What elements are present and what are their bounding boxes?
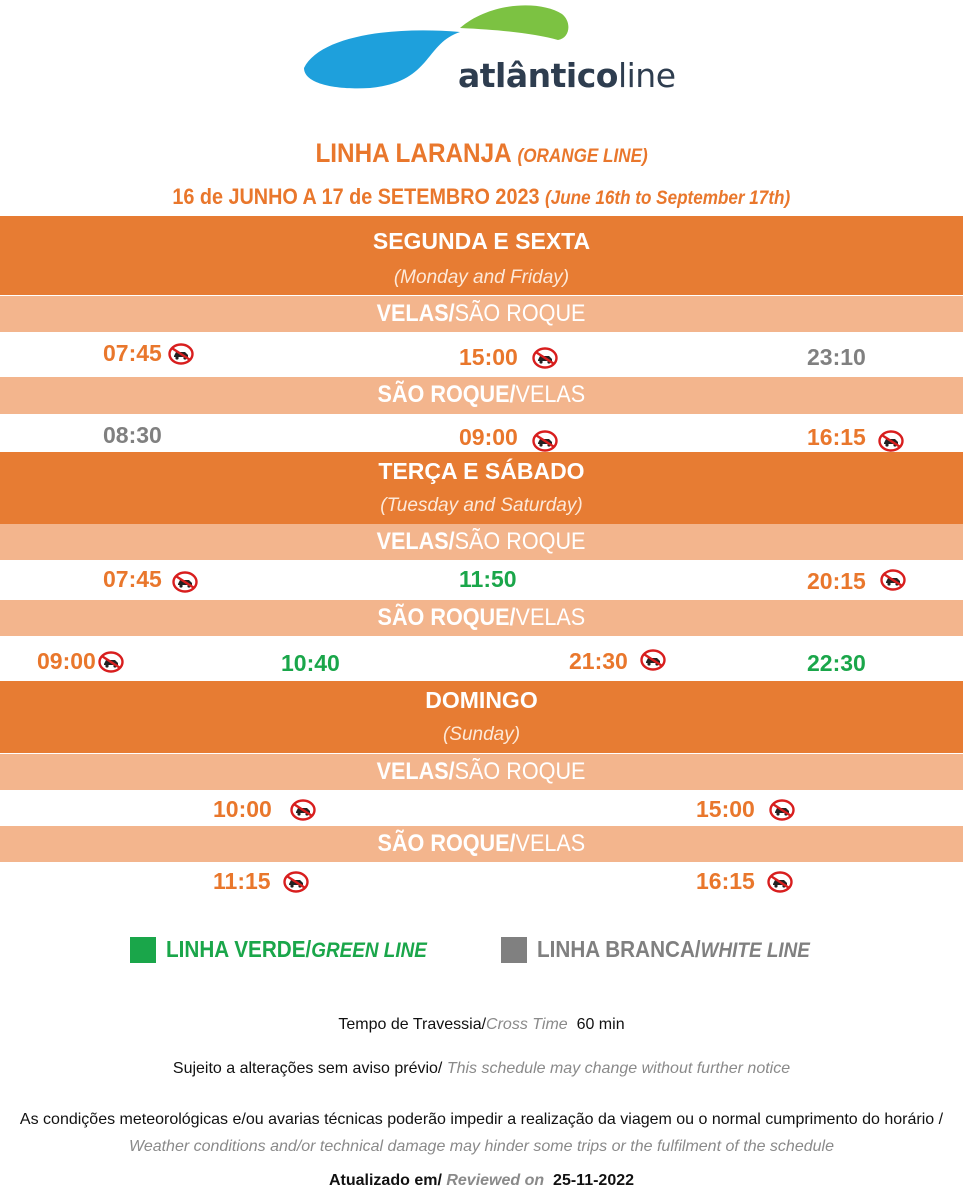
note-text: 60 min bbox=[576, 1016, 625, 1033]
note-text: Tempo de Travessia/ bbox=[338, 1016, 487, 1033]
times-row bbox=[0, 636, 963, 681]
note-text: Weather conditions and/or technical damage may hinder some trips or the fulfilment of the schedule bbox=[129, 1138, 834, 1155]
times-row bbox=[0, 862, 963, 902]
departure-time bbox=[103, 566, 198, 593]
time-value: 10:00 bbox=[213, 796, 272, 822]
note-text: As condições meteorológicas e/ou avarias técnicas poderão impedir a realização da viagem ou o normal cumprimento do horário / bbox=[19, 1111, 944, 1128]
times-row bbox=[0, 560, 963, 600]
departure-time bbox=[569, 648, 666, 675]
route-destination: VELAS bbox=[515, 381, 586, 408]
line-title bbox=[0, 138, 963, 169]
route-destination: SÃO ROQUE bbox=[455, 758, 586, 785]
brand-logo bbox=[300, 0, 680, 100]
legend-green-pt: LINHA VERDE/ bbox=[166, 936, 312, 962]
cross-time-note bbox=[0, 1016, 963, 1034]
time-value: 09:00 bbox=[37, 648, 96, 674]
route-velas-sao-roque bbox=[0, 296, 963, 332]
times-row bbox=[0, 790, 963, 826]
period-pt: 16 de JUNHO A 17 de SETEMBRO 2023 bbox=[172, 184, 540, 209]
day-name-en: (Tuesday and Saturday) bbox=[380, 495, 583, 516]
route-origin: VELAS/ bbox=[377, 758, 456, 785]
time-value: 15:00 bbox=[696, 796, 755, 822]
note-text: This schedule may change without further notice bbox=[446, 1060, 791, 1077]
no-car-icon bbox=[532, 430, 558, 452]
route-destination: VELAS bbox=[515, 604, 586, 631]
time-value: 08:30 bbox=[103, 422, 162, 448]
day-name-pt: TERÇA E SÁBADO bbox=[378, 458, 585, 484]
route-sao-roque-velas bbox=[0, 377, 963, 414]
no-car-icon bbox=[769, 799, 795, 821]
no-car-icon bbox=[168, 343, 194, 365]
brand-wordmark bbox=[458, 56, 676, 95]
no-car-icon bbox=[878, 430, 904, 452]
no-car-icon bbox=[880, 569, 906, 591]
time-value: 11:15 bbox=[213, 868, 271, 894]
departure-time bbox=[213, 796, 316, 823]
day-name-pt: SEGUNDA E SEXTA bbox=[372, 228, 591, 254]
time-value: 22:30 bbox=[807, 650, 866, 676]
no-car-icon bbox=[767, 871, 793, 893]
departure-time bbox=[103, 422, 162, 449]
route-origin: VELAS/ bbox=[377, 528, 456, 555]
departure-time bbox=[807, 344, 866, 371]
no-car-icon bbox=[98, 651, 124, 673]
no-car-icon bbox=[172, 571, 198, 593]
route-sao-roque-velas bbox=[0, 826, 963, 862]
departure-time bbox=[459, 422, 558, 452]
note-text: Reviewed on bbox=[446, 1172, 545, 1189]
departure-time bbox=[696, 796, 795, 823]
brand-name-bold: atlântico bbox=[458, 56, 618, 95]
route-sao-roque-velas bbox=[0, 600, 963, 636]
time-value: 09:00 bbox=[459, 423, 518, 450]
no-car-icon bbox=[532, 347, 558, 369]
weather-note bbox=[0, 1106, 963, 1160]
departure-time bbox=[459, 566, 517, 593]
time-value: 07:45 bbox=[103, 340, 162, 366]
departure-time bbox=[807, 650, 866, 677]
line-title-pt: LINHA LARANJA bbox=[315, 138, 511, 168]
legend-green-en: GREEN LINE bbox=[311, 939, 427, 962]
time-value: 23:10 bbox=[807, 344, 866, 370]
note-text: Sujeito a alterações sem aviso prévio/ bbox=[172, 1060, 443, 1077]
route-destination: SÃO ROQUE bbox=[455, 300, 586, 327]
no-car-icon bbox=[283, 871, 309, 893]
times-row bbox=[0, 332, 963, 376]
green-square-icon bbox=[130, 937, 156, 963]
time-value: 11:50 bbox=[459, 566, 517, 592]
brand-name-light: line bbox=[617, 56, 676, 95]
legend-white-en: WHITE LINE bbox=[700, 939, 810, 962]
route-origin: SÃO ROQUE/ bbox=[377, 604, 516, 631]
line-title-en: (ORANGE LINE) bbox=[517, 146, 648, 167]
route-velas-sao-roque bbox=[0, 524, 963, 560]
no-car-icon bbox=[640, 649, 666, 671]
departure-time bbox=[103, 340, 194, 367]
times-row bbox=[0, 414, 963, 452]
day-header-tuesday-saturday bbox=[0, 452, 963, 524]
time-value: 16:15 bbox=[807, 423, 866, 450]
time-value: 10:40 bbox=[281, 650, 340, 676]
departure-time bbox=[281, 650, 340, 677]
no-car-icon bbox=[290, 799, 316, 821]
updated-note bbox=[0, 1172, 963, 1190]
departure-time bbox=[213, 868, 309, 895]
period-title bbox=[0, 184, 963, 210]
day-header-monday-friday bbox=[0, 216, 963, 295]
departure-time bbox=[696, 868, 793, 895]
route-velas-sao-roque bbox=[0, 754, 963, 790]
schedule-change-note bbox=[0, 1060, 963, 1078]
time-value: 07:45 bbox=[103, 566, 162, 592]
departure-time bbox=[459, 344, 558, 371]
period-en: (June 16th to September 17th) bbox=[545, 188, 791, 209]
legend-white-line bbox=[501, 936, 840, 963]
departure-time bbox=[807, 568, 906, 595]
day-name-en: (Sunday) bbox=[442, 724, 521, 745]
day-header-sunday bbox=[0, 681, 963, 753]
legend-green-line bbox=[130, 936, 456, 963]
day-name-en: (Monday and Friday) bbox=[393, 267, 570, 288]
time-value: 15:00 bbox=[459, 344, 518, 370]
day-name-pt: DOMINGO bbox=[425, 687, 538, 713]
route-destination: VELAS bbox=[515, 830, 586, 857]
departure-time bbox=[807, 422, 904, 452]
route-origin: SÃO ROQUE/ bbox=[377, 381, 516, 408]
time-value: 21:30 bbox=[569, 648, 628, 674]
note-text: Atualizado em/ bbox=[328, 1172, 442, 1189]
note-text: Cross Time bbox=[486, 1016, 568, 1033]
note-text: 25-11-2022 bbox=[553, 1172, 635, 1189]
gray-square-icon bbox=[501, 937, 527, 963]
legend-white-pt: LINHA BRANCA/ bbox=[537, 936, 701, 962]
route-origin: VELAS/ bbox=[377, 300, 456, 327]
time-value: 16:15 bbox=[696, 868, 755, 894]
departure-time bbox=[37, 648, 124, 675]
route-origin: SÃO ROQUE/ bbox=[377, 830, 516, 857]
time-value: 20:15 bbox=[807, 568, 866, 594]
route-destination: SÃO ROQUE bbox=[455, 528, 586, 555]
